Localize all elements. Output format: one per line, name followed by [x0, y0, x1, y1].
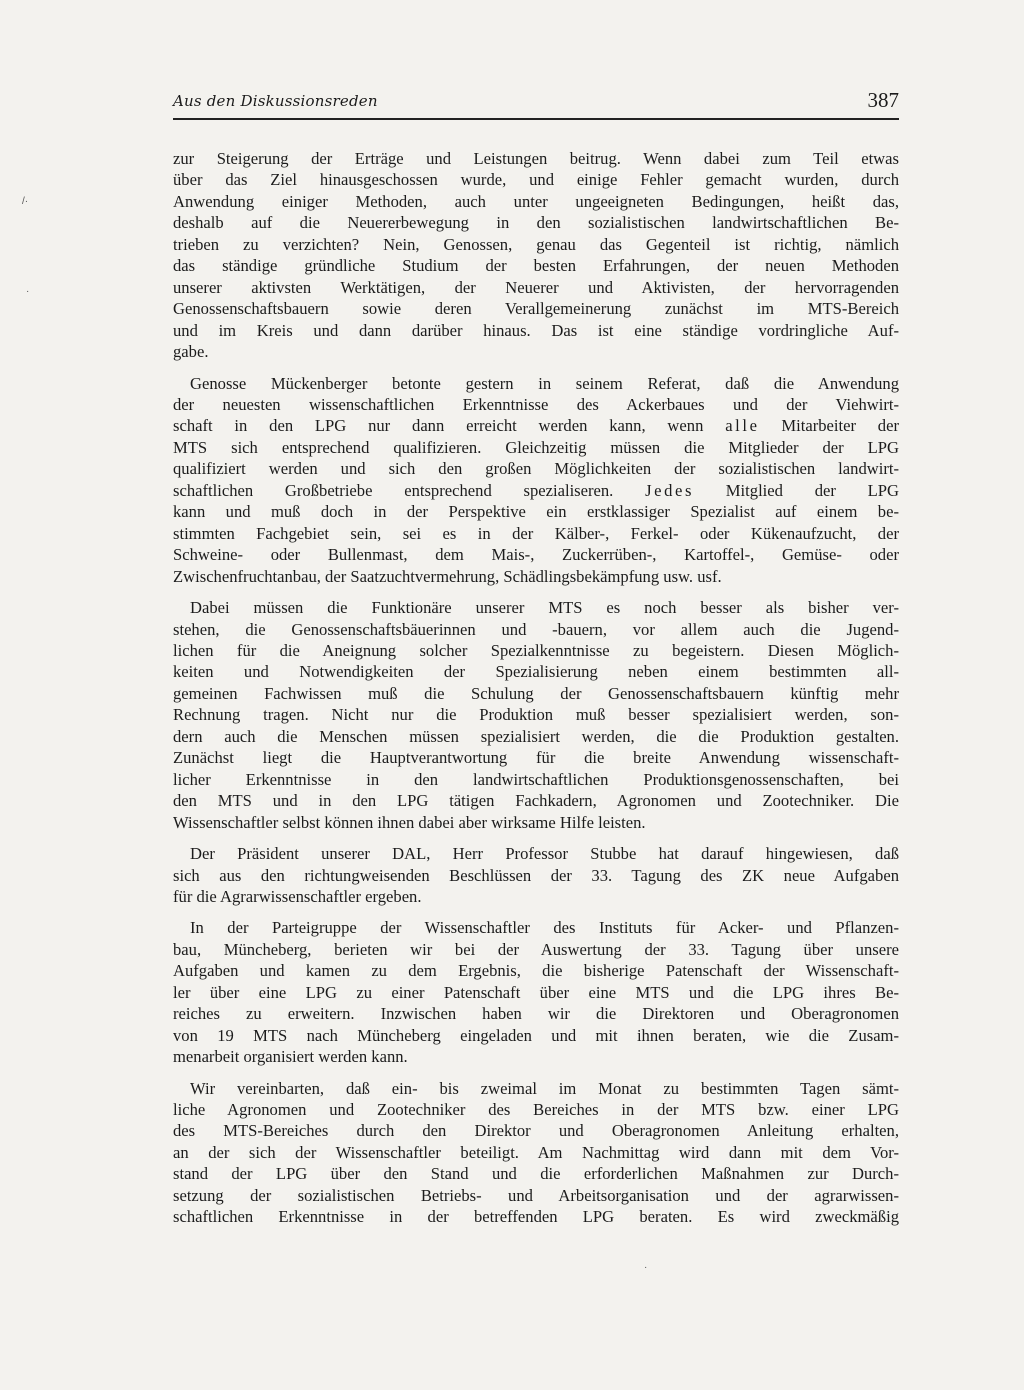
text-line: setzung der sozialistischen Betriebs- und Arbeitsorganisation und der agrarwissen-	[173, 1185, 899, 1205]
text-line: licher Erkenntnisse in den landwirtschaftlichen Produktionsgenossenschaften, bei	[173, 769, 899, 789]
text-line: Schweine- oder Bullenmast, dem Mais-, Zuckerrüben-, Kartoffel-, Gemüse- oder	[173, 545, 899, 565]
text-segment: schaft in den LPG nur dann erreicht werden kann, wenn	[173, 416, 726, 436]
running-head: Aus den Diskussionsreden	[173, 92, 378, 110]
paragraph-4	[173, 843, 899, 907]
emphasized-word: Jedes	[645, 480, 695, 500]
text-line: Wissenschaftler selbst können ihnen dabei aber wirksame Hilfe leisten.	[173, 812, 646, 832]
paragraph-6	[173, 1078, 899, 1228]
text-line: über das Ziel hinausgeschossen wurde, und einige Fehler gemacht wurden, durch	[173, 170, 899, 190]
text-segment: Mitglied der LPG	[694, 480, 899, 500]
paragraph-5	[173, 917, 899, 1067]
text-line: ler über eine LPG zu einer Patenschaft über eine MTS und die LPG ihres Be-	[173, 982, 899, 1002]
text-line: den MTS und in den LPG tätigen Fachkadern, Agronomen und Zootechniker. Die	[173, 791, 899, 811]
text-line: trieben zu verzichten? Nein, Genossen, genau das Gegenteil ist richtig, nämlich	[173, 234, 899, 254]
scan-speck: /·	[22, 196, 29, 207]
text-line: stimmten Fachgebiet sein, sei es in der Kälber-, Ferkel- oder Kükenaufzucht, der	[173, 523, 899, 543]
text-line	[173, 480, 899, 501]
text-line: für die Agrarwissenschaftler ergeben.	[173, 886, 422, 906]
text-line: der neuesten wissenschaftlichen Erkenntnisse des Ackerbaues und der Viehwirt-	[173, 394, 899, 414]
text-line: sich aus den richtungweisenden Beschlüssen der 33. Tagung des ZK neue Aufgaben	[173, 865, 899, 885]
text-line: und im Kreis und dann darüber hinaus. Das ist eine ständige vordringliche Auf-	[173, 320, 899, 340]
text-line: gabe.	[173, 342, 209, 362]
text-line: schaftlichen Erkenntnisse in der betreffenden LPG beraten. Es wird zweckmäßig	[173, 1207, 899, 1227]
page-header	[173, 88, 899, 120]
text-line: Genossenschaftsbauern sowie deren Verallgemeinerung zunächst im MTS-Bereich	[173, 299, 899, 319]
text-line: Der Präsident unserer DAL, Herr Professor Stubbe hat darauf hingewiesen, daß	[190, 844, 899, 864]
text-line	[173, 415, 899, 436]
text-line: bau, Müncheberg, berieten wir bei der Auswertung der 33. Tagung über unsere	[173, 939, 899, 959]
scan-speck: ·	[26, 286, 30, 297]
text-line: lichen für die Aneignung solcher Spezialkenntnisse zu begeistern. Diesen Möglich-	[173, 640, 899, 660]
text-segment: Mitarbeiter der	[759, 416, 899, 436]
text-line: menarbeit organisiert werden kann.	[173, 1047, 408, 1067]
scan-speck: ·	[644, 1262, 648, 1273]
paragraph-3	[173, 597, 899, 833]
text-line: zur Steigerung der Erträge und Leistungen beitrug. Wenn dabei zum Teil etwas	[173, 149, 899, 168]
emphasized-word: alle	[725, 416, 760, 436]
text-line: kann und muß doch in der Perspektive ein erstklassiger Spezialist auf einem be-	[173, 502, 899, 522]
text-line: das ständige gründliche Studium der besten Erfahrungen, der neuen Methoden	[173, 256, 899, 276]
text-line: reiches zu erweitern. Inzwischen haben wir die Direktoren und Oberagronomen	[173, 1004, 899, 1024]
text-line: Zwischenfruchtanbau, der Saatzuchtvermehrung, Schädlingsbekämpfung usw. usf.	[173, 566, 722, 586]
paragraph-1	[173, 148, 899, 363]
text-line: Wir vereinbarten, daß ein- bis zweimal im Monat zu bestimmten Tagen sämt-	[190, 1078, 899, 1098]
text-line: qualifiziert werden und sich den großen Möglichkeiten der sozialistischen landwirt-	[173, 459, 899, 479]
text-line: gemeinen Fachwissen muß die Schulung der Genossenschaftsbauern künftig mehr	[173, 683, 899, 703]
text-line: In der Parteigruppe der Wissenschaftler des Instituts für Acker- und Pflanzen-	[190, 918, 899, 938]
text-line: stehen, die Genossenschaftsbäuerinnen und -bauern, vor allem auch die Jugend-	[173, 619, 899, 639]
text-line: keiten und Notwendigkeiten der Spezialisierung neben einem bestimmten all-	[173, 662, 899, 682]
text-line: stand der LPG über den Stand und die erforderlichen Maßnahmen zur Durch-	[173, 1164, 899, 1184]
text-line: unserer aktivsten Werktätigen, der Neuerer und Aktivisten, der hervorragenden	[173, 277, 899, 297]
text-line: liche Agronomen und Zootechniker des Bereiches in der MTS bzw. einer LPG	[173, 1100, 899, 1120]
text-line: Dabei müssen die Funktionäre unserer MTS es noch besser als bisher ver-	[190, 598, 899, 618]
paragraph-2	[173, 373, 899, 588]
text-line: Aufgaben und kamen zu dem Ergebnis, die bisherige Patenschaft der Wissenschaft-	[173, 961, 899, 981]
text-line: des MTS-Bereiches durch den Direktor und Oberagronomen Anleitung erhalten,	[173, 1121, 899, 1141]
text-line: Genosse Mückenberger betonte gestern in seinem Referat, daß die Anwendung	[190, 373, 899, 393]
text-line: dern auch die Menschen müssen spezialisiert werden, die die Produktion gestalten.	[173, 726, 899, 746]
text-line: deshalb auf die Neuererbewegung in den sozialistischen landwirtschaftlichen Be-	[173, 213, 899, 233]
text-line: Zunächst liegt die Hauptverantwortung für die breite Anwendung wissenschaft-	[173, 748, 899, 768]
text-segment: schaftlichen Großbetriebe entsprechend spezialiseren.	[173, 480, 646, 500]
text-line: Anwendung einiger Methoden, auch unter ungeeigneten Bedingungen, heißt das,	[173, 191, 899, 211]
text-line: Rechnung tragen. Nicht nur die Produktion muß besser spezialisiert werden, son-	[173, 705, 899, 725]
body-text	[173, 148, 899, 1238]
text-line: an der sich der Wissenschaftler beteiligt. Am Nachmittag wird dann mit dem Vor-	[173, 1142, 899, 1162]
text-line: MTS sich entsprechend qualifizieren. Gleichzeitig müssen die Mitglieder der LPG	[173, 437, 899, 457]
text-line: von 19 MTS nach Müncheberg eingeladen und mit ihnen beraten, wie die Zusam-	[173, 1025, 899, 1045]
page-number: 387	[867, 88, 899, 112]
